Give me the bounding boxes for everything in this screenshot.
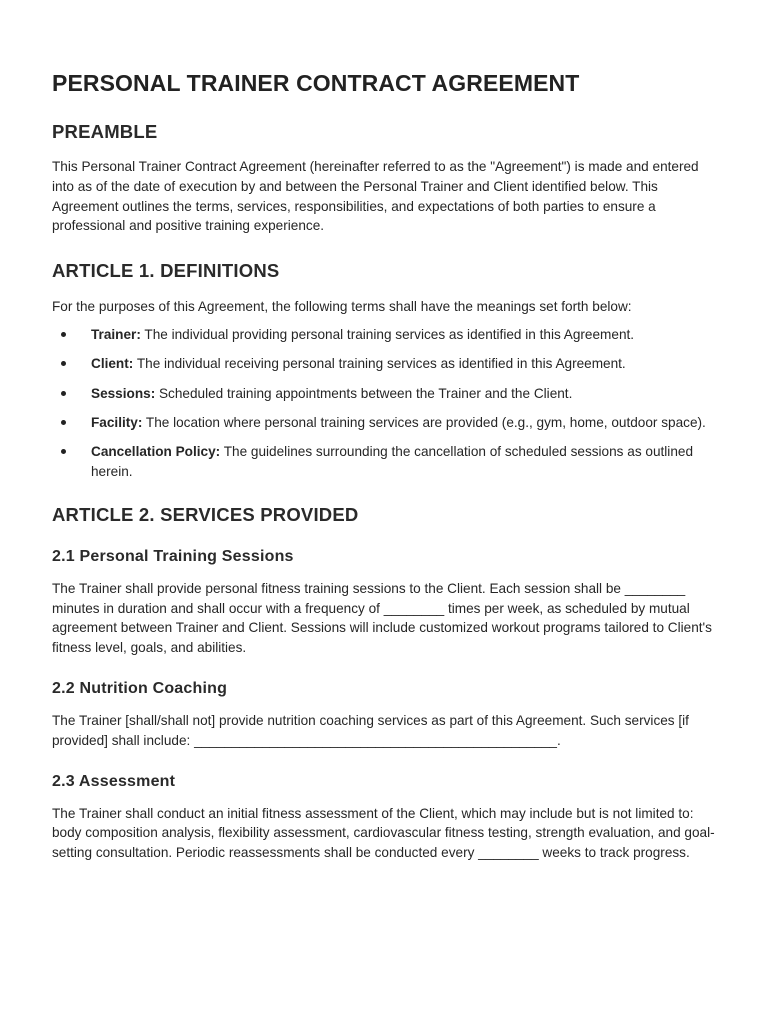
definition-term: Cancellation Policy: xyxy=(91,444,221,460)
section-2-2-paragraph: The Trainer [shall/shall not] provide nutrition coaching services as part of this Agreement. Such services [if provided] shall include: ________________________________________________. xyxy=(52,712,689,748)
definition-term: Sessions: xyxy=(91,385,156,401)
definition-text: The location where personal training services are provided (e.g., gym, home, outdoor space). xyxy=(142,414,706,430)
definition-item-trainer xyxy=(52,325,720,345)
bullet-icon xyxy=(61,449,66,454)
definition-text: The individual receiving personal training services as identified in this Agreement. xyxy=(133,356,626,372)
section-2-3-paragraph: The Trainer shall conduct an initial fitness assessment of the Client, which may include but is not limited to: body composition analysis, flexibility assessment, cardiovascular fitness testing, strength evaluation, and goal-setting consultation. Periodic reassessments shall be conducted every ________ weeks to track progress. xyxy=(52,805,715,861)
definition-text: The individual providing personal training services as identified in this Agreement. xyxy=(140,326,635,342)
definition-item-client xyxy=(52,354,720,374)
definition-text: Scheduled training appointments between the Trainer and the Client. xyxy=(155,385,573,401)
definitions-list xyxy=(52,325,718,482)
definition-term: Trainer: xyxy=(91,326,141,342)
definition-item-sessions xyxy=(52,384,720,404)
section-2-2-heading: 2.2 Nutrition Coaching xyxy=(52,679,228,697)
definition-term: Client: xyxy=(91,356,134,372)
article-1-intro: For the purposes of this Agreement, the following terms shall have the meanings set forth below: xyxy=(52,299,632,315)
definition-item-cancellation-policy xyxy=(52,442,720,482)
article-1-heading: ARTICLE 1. DEFINITIONS xyxy=(52,260,280,282)
bullet-icon xyxy=(61,420,66,425)
preamble-paragraph: This Personal Trainer Contract Agreement (hereinafter referred to as the "Agreement") is made and entered into as of the date of execution by and between the Personal Trainer and Client identified below. This Agreement outlines the terms, services, responsibilities, and expectations of both parties to ensure a professional and positive training experience. xyxy=(52,159,699,234)
section-2-1-heading: 2.1 Personal Training Sessions xyxy=(52,547,294,565)
section-2-1-paragraph: The Trainer shall provide personal fitness training sessions to the Client. Each session shall be ________ minutes in duration and shall occur with a frequency of ________ times per week, as scheduled by mutual agreement between Trainer and Client. Sessions will include customized workout programs tailored to Client's fitness level, goals, and abilities. xyxy=(52,580,712,656)
preamble-heading: PREAMBLE xyxy=(52,121,158,142)
definition-term: Facility: xyxy=(91,414,143,430)
bullet-icon xyxy=(61,332,66,337)
document-title: PERSONAL TRAINER CONTRACT AGREEMENT xyxy=(52,70,580,96)
article-2-heading: ARTICLE 2. SERVICES PROVIDED xyxy=(52,503,359,525)
bullet-icon xyxy=(61,361,66,366)
definition-item-facility xyxy=(52,413,720,433)
section-2-3-heading: 2.3 Assessment xyxy=(52,772,176,790)
definition-text: The guidelines surrounding the cancellation of scheduled sessions as outlined herein. xyxy=(91,444,694,479)
bullet-icon xyxy=(61,391,66,396)
